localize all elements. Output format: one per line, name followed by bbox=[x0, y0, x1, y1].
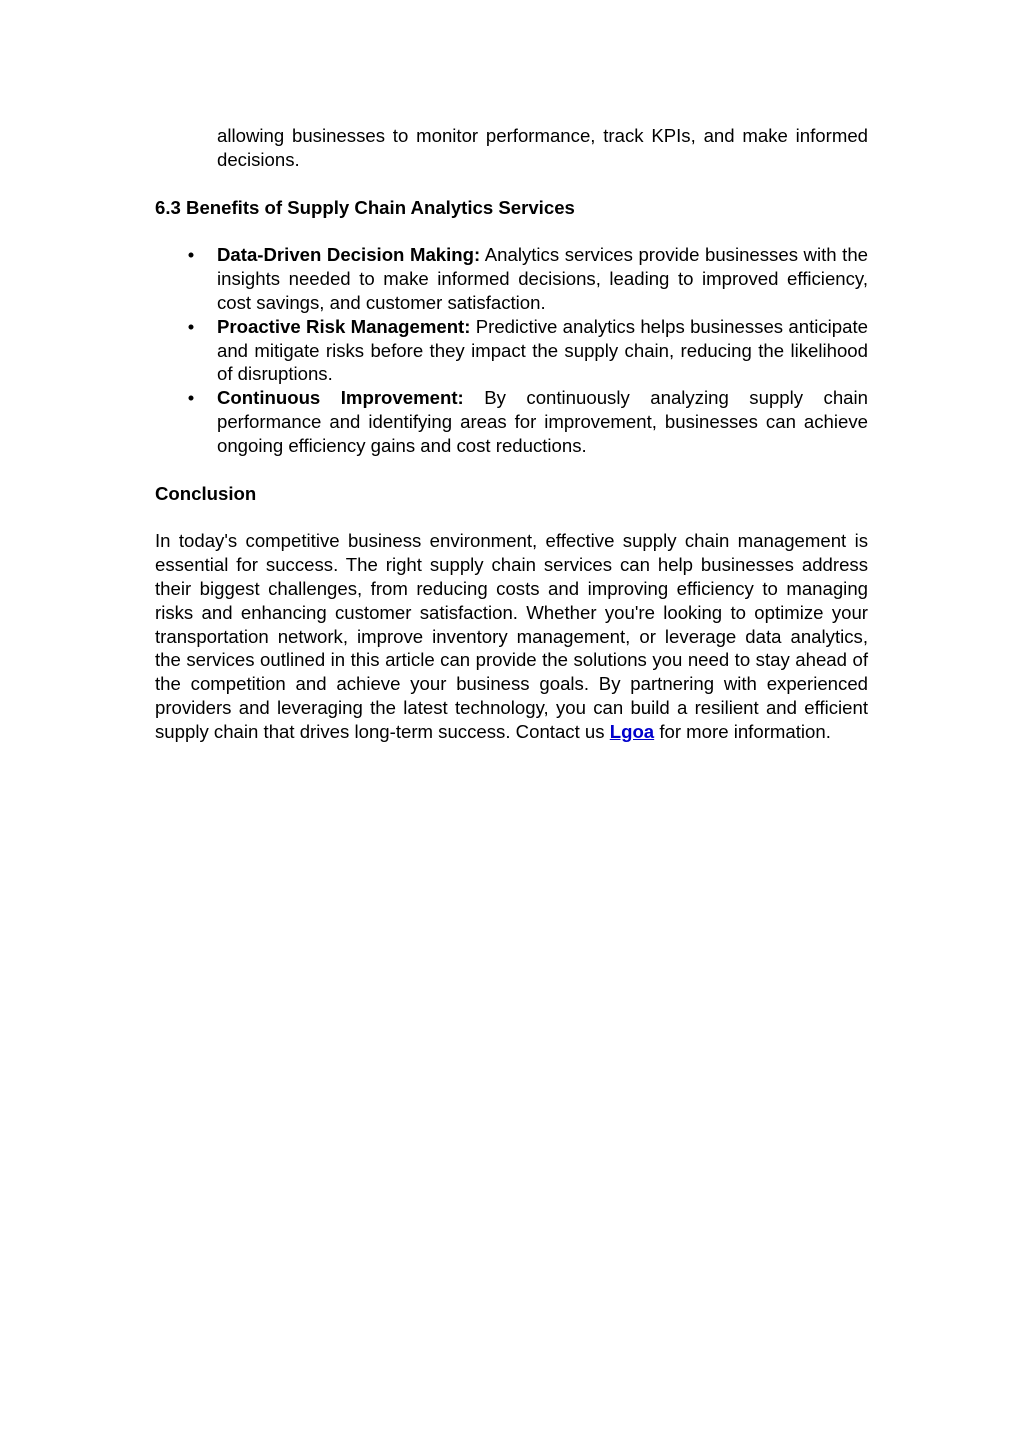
bullet-title: Proactive Risk Management: bbox=[217, 315, 471, 337]
conclusion-heading: Conclusion bbox=[155, 482, 257, 504]
contact-link[interactable]: Lgoa bbox=[609, 720, 655, 742]
conclusion-paragraph bbox=[155, 529, 868, 743]
bullet-icon: • bbox=[187, 244, 195, 266]
bullet-title: Continuous Improvement: bbox=[217, 387, 464, 409]
bullet-icon: • bbox=[187, 387, 195, 409]
list-item bbox=[155, 243, 868, 314]
bullet-text: Analytics services provide businesses with the insights needed to make informed decisions, leading to improved efficiency, cost savings, and customer satisfaction. bbox=[217, 244, 869, 313]
bullet-icon: • bbox=[187, 315, 195, 337]
list-item bbox=[155, 386, 868, 457]
bullet-text: Predictive analytics helps businesses anticipate and mitigate risks before they impact the supply chain, reducing the likelihood of disruptions. bbox=[217, 315, 868, 385]
conclusion-tail: for more information. bbox=[654, 720, 831, 742]
conclusion-text: In today's competitive business environment, effective supply chain management is essential for success. The right supply chain services can help businesses address their biggest challenges, from reducing costs and improving efficiency to managing risks and enhancing customer satisfaction. Whether you're looking to optimize your transportation network, improve inventory management, or leverage data analytics, the services outlined in this article can provide the solutions you need to stay ahead of the competition and achieve your business goals. By partnering with experienced providers and leveraging the latest technology, you can build a resilient and efficient supply chain that drives long-term success. Contact us bbox=[155, 530, 868, 742]
list-item bbox=[155, 315, 868, 386]
section-heading: 6.3 Benefits of Supply Chain Analytics Services bbox=[155, 196, 575, 218]
benefits-list bbox=[155, 243, 868, 457]
bullet-title: Data-Driven Decision Making: bbox=[217, 244, 481, 266]
bullet-text: By continuously analyzing supply chain performance and identifying areas for improvement, businesses can achieve ongoing efficiency gains and cost reductions. bbox=[217, 387, 868, 456]
page-content bbox=[155, 124, 868, 744]
intro-continuation: allowing businesses to monitor performance, track KPIs, and make informed decisions. bbox=[217, 125, 868, 170]
